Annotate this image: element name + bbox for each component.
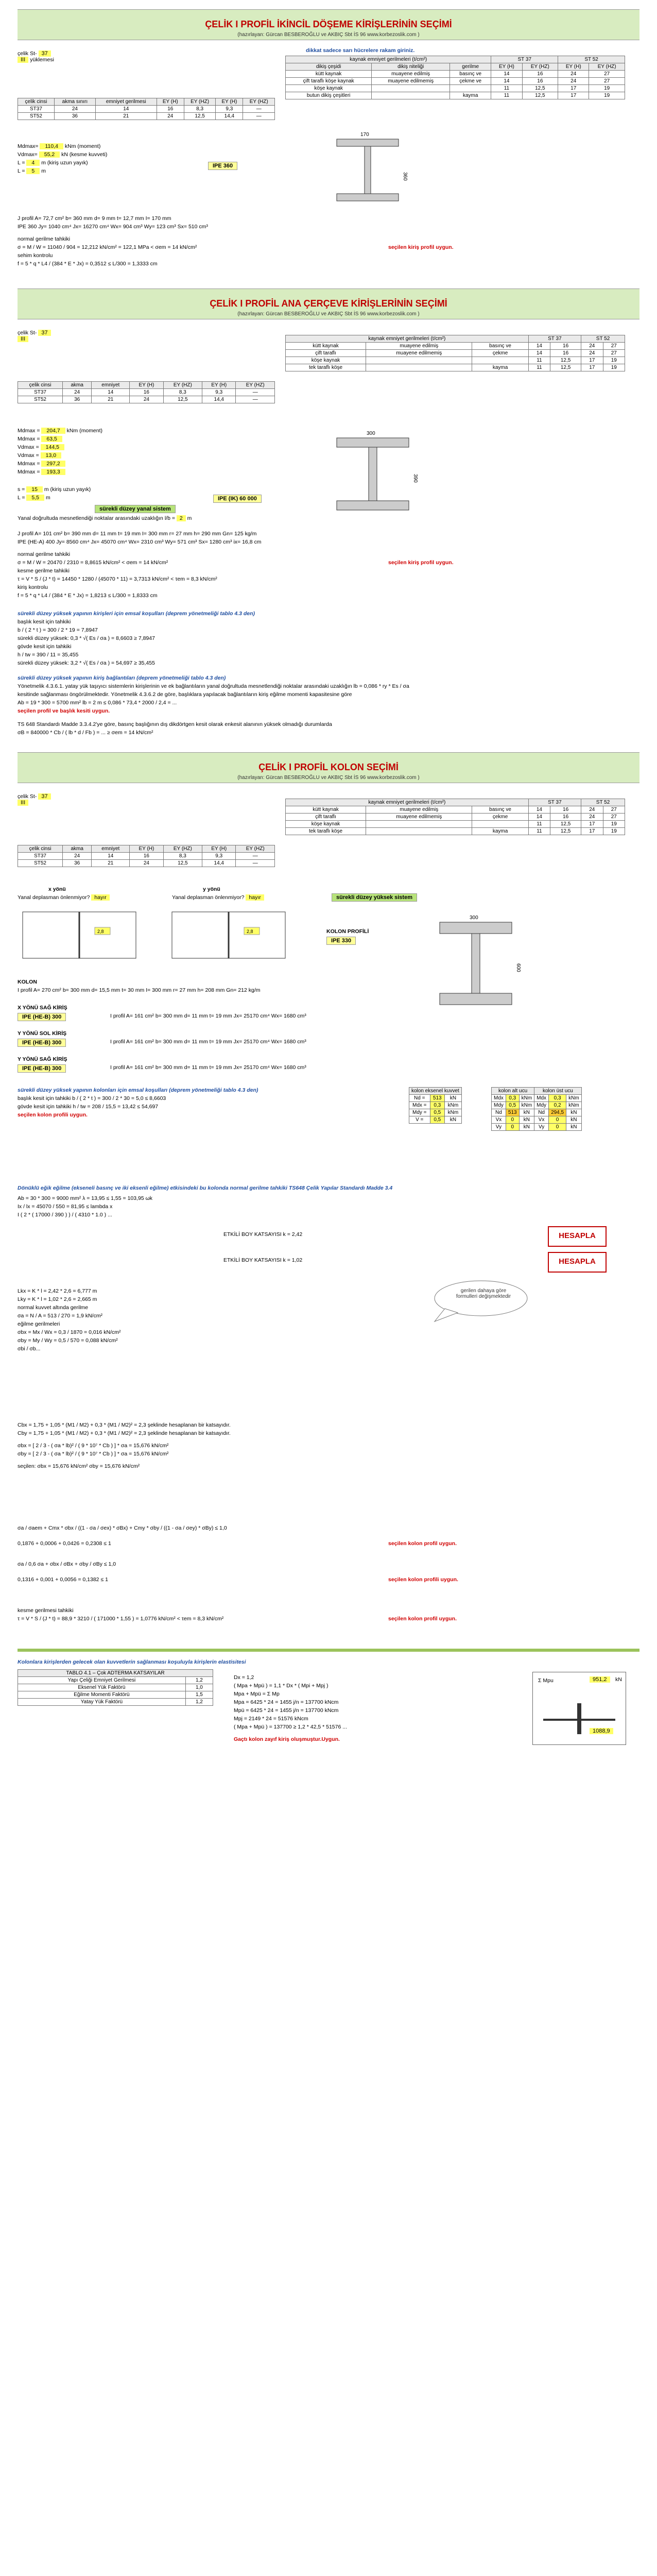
svg-text:170: 170 xyxy=(360,132,369,138)
table-row: kütt kaynak muayene edilmiş basınç ve 14 16 24 27 xyxy=(286,71,625,78)
s2-md4-input[interactable]: 193,3 xyxy=(41,469,65,475)
s2-profile-select[interactable]: IPE (IK) 60 000 xyxy=(213,495,262,503)
s3-foot-title: Kolonlara kirişlerden gelecek olan kuvvetlerin sağlanması koşuluyla kirişlerin elastisitesi xyxy=(18,1659,246,1665)
s3-coef-table: TABLO 4.1 – Çok ADTERMA KATSAYILAR Yapı Çeliği Emniyet Gerilmesi 1,2 Eksenel Yük Faktörü 1,0 Eğilme Momenti Faktörü 1,5 Yatay Yük Faktörü 1,2 xyxy=(18,1669,213,1706)
s1-grade[interactable]: III xyxy=(18,57,28,63)
s3-steel-value[interactable]: 37 xyxy=(38,793,50,800)
s3-x-yanal[interactable]: hayır xyxy=(91,894,109,901)
s1-steel-input: çelik St- 37 III yüklemesi xyxy=(18,50,54,63)
s3-force-table: kolon eksenel kuvvet Nd = 513 kN Mdx = 0,3 kNm Mdy = 0,5 kNm V = 0,5 kN xyxy=(409,1087,462,1124)
s2-vd1-input[interactable]: 144,5 xyxy=(41,444,64,450)
s2-ok: seçilen kiriş profil uygun. xyxy=(388,560,454,566)
s2-blue1: sürekli düzey yüksek yapının kirişleri için emsal koşulları (deprem yönetmeliği tablo 4.3 den) xyxy=(18,611,255,617)
s2-blue2: sürekli düzey yüksek yapının kiriş bağlantıları (deprem yönetmeliği tablo 4.3 den) xyxy=(18,675,226,681)
s2-vd2-input[interactable]: 13,0 xyxy=(41,452,61,459)
s3-y-beam-profile[interactable]: IPE (HE-B) 300 xyxy=(18,1039,66,1047)
s2-md3-input[interactable]: 297,2 xyxy=(41,461,65,467)
s3-y-yanal[interactable]: hayır xyxy=(246,894,264,901)
s2-s-input[interactable]: 15 xyxy=(26,486,43,493)
s3-v-input[interactable]: 0,5 xyxy=(430,1116,445,1124)
s1-profile-select[interactable]: IPE 360 xyxy=(208,162,237,170)
s2-ibeam-diagram xyxy=(326,428,419,520)
s1-steel-value[interactable]: 37 xyxy=(39,50,51,57)
s2-weld-table: kaynak emniyet gerilmeleri (t/cm²) ST 37 ST 52 kütt kaynak muayene edilmiş basınç ve 14 16 24 27 çift taraflı muayene edilmemiş çekme 14 16 24 27 köşe kaynak 11 12,5 17 19 tek taraflı köşe kayma 11 12,5 17 19 xyxy=(285,335,625,371)
section3-subtitle: (hazırlayan: Gürcan BESBEROĞLU ve AKBIÇ Sbt İS 96 www.korbezoslik.com ) xyxy=(237,775,420,781)
section1-subtitle: (hazırlayan: Gürcan BESBEROĞLU ve AKBIÇ Sbt İS 96 www.korbezoslik.com ) xyxy=(237,32,420,38)
s1-note: dikkat sadece sarı hücrelere rakam giriniz. xyxy=(306,47,415,54)
s3-y-beam2-profile[interactable]: IPE (HE-B) 300 xyxy=(18,1064,66,1073)
s3-grade[interactable]: III xyxy=(18,800,28,806)
s2-lateral[interactable]: sürekli düzey yanal sistem xyxy=(95,505,176,513)
s3-nd-input[interactable]: 513 xyxy=(430,1095,445,1102)
s2-steel-value[interactable]: 37 xyxy=(38,330,50,336)
svg-text:300: 300 xyxy=(470,915,478,921)
s3-column-diagram xyxy=(429,912,522,1015)
s3-lateral[interactable]: sürekli düzey yüksek sistem xyxy=(332,893,417,902)
s2-md-input[interactable]: 204,7 xyxy=(41,428,65,434)
section2-subtitle: (hazırlayan: Gürcan BESBEROĞLU ve AKBIÇ Sbt İS 96 www.korbezoslik.com ) xyxy=(237,311,420,317)
s3-joint-box: Σ Mpu 951,2 kN 1088,9 xyxy=(532,1672,626,1745)
s3-kolon-profile[interactable]: IPE 330 xyxy=(326,937,356,945)
s1-v-input[interactable]: 55,2 xyxy=(39,151,60,158)
s3-ok2: seçilen kolon profil uygun. xyxy=(388,1540,457,1547)
s3-calc-button-2[interactable]: HESAPLA xyxy=(548,1252,607,1273)
s3-blue1: sürekli düzey yüksek yapının kolonları için emsal koşulları (deprem yönetmeliği tablo 4.3 den) xyxy=(18,1087,258,1093)
section1-title: ÇELİK I PROFİL İKİNCİL DÖŞEME KİRİŞLERİNİN SEÇİMİ xyxy=(205,19,452,29)
s3-mdy-input[interactable]: 0,5 xyxy=(430,1109,445,1116)
s1-ok: seçilen kiriş profil uygun. xyxy=(388,244,454,250)
s2-ok2: seçilen profil ve başlık kesiti uygun. xyxy=(18,708,110,714)
table-row: köşe kaynak 11 12,5 17 19 xyxy=(286,85,625,92)
s1-l-input[interactable]: 4 xyxy=(26,160,40,166)
svg-text:390: 390 xyxy=(412,474,418,483)
s2-l-input[interactable]: 5,5 xyxy=(26,495,44,501)
s3-weld-table: kaynak emniyet gerilmeleri (t/cm²) ST 37 ST 52 kütt kaynak muayene edilmiş basınç ve 14 16 24 27 çift taraflı muayene edilmemiş çekme 14 16 24 27 köşe kaynak 11 12,5 17 19 tek taraflı köşe kayma 11 12,5 17 19 xyxy=(285,799,625,835)
section2-title: ÇELİK I PROFİL ANA ÇERÇEVE KİRİŞLERİNİN SEÇİMİ xyxy=(210,298,447,309)
s3-val-m: 1088,9 xyxy=(590,1728,613,1734)
s3-bubble-text: gerilen dahaya göre formulleri değişmektedir xyxy=(456,1288,511,1299)
svg-text:2,8: 2,8 xyxy=(97,929,104,934)
svg-text:2,8: 2,8 xyxy=(247,929,253,934)
s1-steel-table: çelik cinsi akma sınırı emniyet gerilmesi EY (H) EY (HZ) EY (H) EY (HZ) ST37 24 14 16 8,3 9,3 — ST52 36 21 24 12,5 14,4 — xyxy=(18,98,275,120)
section1-banner xyxy=(18,9,639,40)
section-divider xyxy=(18,1649,639,1652)
s2-md2-input[interactable]: 63,5 xyxy=(41,436,62,442)
s1-ibeam-diagram xyxy=(326,129,409,211)
s1-m-input[interactable]: 110,4 xyxy=(40,143,63,149)
s3-frame-diagram xyxy=(18,907,306,969)
s3-bubble xyxy=(429,1278,532,1324)
s2-lateral-val[interactable]: 2 xyxy=(177,515,186,521)
svg-text:300: 300 xyxy=(367,431,375,436)
s3-val-n: 951,2 xyxy=(590,1676,610,1683)
s3-steel-table: çelik cinsi akma emniyet EY (H) EY (HZ) EY (H) EY (HZ) ST37 24 14 16 8,3 9,3 — ST52 36 21 24 12,5 14,4 — xyxy=(18,845,275,867)
s3-x-beam-profile[interactable]: IPE (HE-B) 300 xyxy=(18,1013,66,1021)
table-row: butun dikiş çeşitleri kayma 11 12,5 17 19 xyxy=(286,92,625,99)
s3-final: Gaçtı kolon zayıf kiriş oluşmuştur.Uygun. xyxy=(234,1736,340,1742)
s3-moment-table: kolon alt ucu kolon üst ucu Mdx 0,3 kNm Mdx 0,3 kNm Mdy 0,5 kNm Mdy 0,2 kNm Nd 513 kN Nd 294,5 kN Vx 0 kN Vx 0 kN Vy 0 kN Vy 0 kN xyxy=(491,1087,582,1131)
s2-steel-table: çelik cinsi akma emniyet EY (H) EY (HZ) EY (H) EY (HZ) ST37 24 14 16 8,3 9,3 — ST52 36 21 24 12,5 14,4 — xyxy=(18,381,275,403)
s3-calc-button-1[interactable]: HESAPLA xyxy=(548,1226,607,1247)
s1-weld-table: kaynak emniyet gerilmeleri (t/cm²) ST 37 ST 52 dikiş çeşidi dikiş niteliği gerilme EY (H) EY (HZ) EY (H) EY (HZ) kütt kaynak muayene edilmiş basınç ve 14 16 24 27 çift taraflı köşe kaynak muayene edilmemiş çekme ve 14 16 24 27 köşe kaynak 11 12,5 17 19 butun dikiş çeşitleri kayma 11 12,5 17 19 xyxy=(285,56,625,99)
svg-text:600: 600 xyxy=(515,963,521,972)
sheet: ÇELİK I PROFİL İKİNCİL DÖŞEME KİRİŞLERİNİN SEÇİMİ (hazırlayan: Gürcan BESBEROĞLU ve AKBIÇ Sbt İS 96 www.korbezoslik.com ) çelik St- 37 III yüklemesi dikkat sadece sarı hücrelere rakam giriniz. kaynak emniyet gerilmeleri (t/cm²) ST 37 ST 52 dikiş çeşidi dikiş niteliği gerilme EY (H) EY (HZ) EY (H) EY (HZ) kütt kaynak muayene edilmiş basınç ve 14 16 24 27 çift taraflı köşe kaynak muayene edilmemiş çekme ve 14 16 24 27 köşe kaynak 11 12,5 17 19 butun dikiş çeşitleri kayma 11 12,5 17 19 çelik cinsi akma sınırı emniyet gerilmesi EY (H) EY (HZ) EY (H) EY (HZ) ST37 24 14 16 8,3 9,3 — ST52 36 21 24 12,5 14,4 — Mdmax= 110,4 kNm (moment) Vdmax= 55,2 kN (kesme kuvveti) L = 4 m (kiriş uzun yayık) L = 5 m IPE 360 360 170 J profil A= 72,7 cm² b= 360 mm d= 9 mm t= 12,7 mm I= 170 mm IPE 360 Jy= 1040 cm⁴ Jx= 16270 cm⁴ Wx= 904 cm³ Wy= 123 cm³ Sx= 510 cm³ normal gerilme tahkiki σ = M / W = 11040 / 904 = 12,212 kN/cm² = 122,1 MPa < σem = 14 kN/cm² seçilen kiriş profil uygun. sehim kontrolu f = 5 * q * L4 / (384 * E * Jx) = 0,3512 ≤ L/300 = 1,3333 cm ÇELİK I PROFİL ANA ÇERÇEVE KİRİŞLERİNİN SEÇİMİ (hazırlayan: Gürcan BESBEROĞLU ve AKBIÇ Sbt İS 96 www.korbezoslik.com ) çelik St- 37 III kaynak emniyet gerilmeleri (t/cm²) ST 37 ST 52 kütt kaynak muayene edilmiş basınç ve 14 16 24 27 çift taraflı muayene edilmemiş çekme 14 16 24 27 köşe kaynak 11 12,5 17 19 tek taraflı köşe kayma 11 12,5 17 19 çelik cinsi akma emniyet EY (H) EY (HZ) EY (H) EY (HZ) ST37 24 14 16 8,3 9,3 — ST52 36 21 24 12,5 14,4 — Mdmax = 204,7 kNm (moment) Mdmax = 63,5 Vdmax = 144,5 Vdmax = 13,0 Mdmax = 297,2 Mdmax = 193,3 s = 15 m (kiriş uzun yayık) L = 5,5 m sürekli düzey yanal sistem Yanal doğrultuda mesnetlendiği noktalar arasındaki uzaklığın l/b = 2 m IPE (IK) 60 000 390 300 J profil A= 101 cm² b= 390 mm d= 11 mm t= 19 mm I= 300 mm r= 27 mm h= 290 mm Gn= 125 kg/m IPE (HE-A) 400 Jy= 8560 cm⁴ Jx= 45070 cm⁴ Wx= 2310 cm³ Wy= 571 cm³ Sx= 1280 cm³ ix= 16,8 cm normal gerilme tahkiki σ = M / W = 20470 / 2310 = 8,8615 kN/cm² < σem = 14 kN/cm² seçilen kiriş profil uygun. kesme gerilme tahkiki τ = V * S / (J * t) = 14450 * 1280 / (45070 * 11) = 3,7313 kN/cm² < τem = 8,3 kN/cm² kiriş kontrolu f = 5 * q * L4 / (384 * E * Jx) = 1,8213 ≤ L/300 = 1,8333 cm sürekli düzey yüksek yapının kirişleri için emsal koşulları (deprem yönetmeliği tablo 4.3 den) başlık kesit için tahkiki b / ( 2 * t ) = 300 / 2 * 19 = 7,8947 sürekli düzey yüksek: 0,3 * √( Es / σa ) = 8,6603 ≥ 7,8947 gövde kesit için tahkiki h / tw = 390 / 11 = 35,455 sürekli düzey yüksek: 3,2 * √( Es / σa ) = 54,697 ≥ 35,455 sürekli düzey yüksek yapının kiriş bağlantıları (deprem yönetmeliği tablo 4.3 den) Yönetmelik 4.3.6.1. yatay yük taşıyıcı sistemlerin kirişlerinin ve ek bağlantıların yanal doğrultuda mesnetlendiği noktalar arasındaki uzaklığın lb = 0,086 * ry * Es / σa kesitinde sağlanması öngörülmektedir. Yönetmelik 4.3.6.2 de göre, başlıklara yapılacak bağlantıların kiriş eğilme momenti kapasitesine göre Ab = 19 * 300 = 5700 mm² lb = 2 m ≤ 0,086 * 73,4 * 2000 / 2,4 = ... seçilen profil ve başlık kesiti uygun. TS 648 Standardı Madde 3.3.4.2'ye göre, basınç başlığının dış dikdörtgen kesit olarak enkesit alanının yüksek olmadığı durumlarda σB = 840000 * Cb / ( lb * d / Fb ) = ... ≥ σem = 14 kN/cm² ÇELİK I PROFİL KOLON SEÇİMİ (hazırlayan: Gürcan BESBEROĞLU ve AKBIÇ Sbt İS 96 www.korbezoslik.com ) çelik St- 37 III kaynak emniyet gerilmeleri (t/cm²) ST 37 ST 52 kütt kaynak muayene edilmiş basınç ve 14 16 24 27 çift taraflı muayene edilmemiş çekme 14 16 24 27 köşe kaynak 11 12,5 17 19 tek taraflı köşe kayma 11 12,5 17 19 çelik cinsi akma emniyet EY (H) EY (HZ) EY (H) EY (HZ) ST37 24 14 16 8,3 9,3 — ST52 36 21 24 12,5 14,4 — x yönü y yönü Yanal deplasman önlenmiyor? hayır Yanal deplasman önlenmiyor? hayır sürekli düzey yüksek sistem 2,8 2,8 KOLON PROFİLİ IPE 330 600 300 KOLON I profil A= 270 cm² b= 300 mm d= 15,5 mm t= 30 mm I= 300 mm r= 27 mm h= 208 mm Gn= 212 kg/m X YÖNÜ SAĞ KİRİŞ IPE (HE-B) 300 I profil A= 161 cm² b= 300 mm d= 11 mm t= 19 mm Jx= 25170 cm⁴ Wx= 1680 cm³ Y YÖNÜ SOL KİRİŞ IPE (HE-B) 300 I profil A= 161 cm² b= 300 mm d= 11 mm t= 19 mm Jx= 25170 cm⁴ Wx= 1680 cm³ Y YÖNÜ SAĞ KİRİŞ IPE (HE-B) 300 I profil A= 161 cm² b= 300 mm d= 11 mm t= 19 mm Jx= 25170 cm⁴ Wx= 1680 cm³ sürekli düzey yüksek yapının kolonları için emsal koşulları (deprem yönetmeliği tablo 4.3 den) başlık kesit için tahkiki b / ( 2 * t ) = 300 / 2 * 30 = 5,0 ≤ 8,6603 gövde kesit için tahkiki h / tw = 208 / 15,5 = 13,42 ≤ 54,697 seçilen kolon profili uygun. kolon eksenel kuvvet Nd = 513 kN Mdx = 0,3 kNm Mdy = 0,5 kNm V = 0,5 kN kolon alt ucu kolon üst ucu Mdx 0,3 kNm Mdx 0,3 kNm Mdy 0,5 kNm Mdy 0,2 kNm Nd 513 kN Nd 294,5 kN Vx 0 kN Vx 0 kN Vy 0 kN Vy 0 kN Dönüklü eğik eğilme (ekseneli basınç ve iki eksenli eğilme) etkisindeki bu kolonda normal gerilme tahkiki TS648 Çelik Yapılar Standardı Madde 3.4 Ab = 30 * 300 = 9000 mm² λ = 13,95 ≤ 1,55 = 103,95 ωk Ix / lx = 45070 / 550 = 81,95 ≤ lambda x I ( 2 * ( 17000 / 390 ) ) / ( 4310 * 1.0 ) ... HESAPLA HESAPLA ETKİLİ BOY KATSAYISI k = 2,42 ETKİLİ BOY KATSAYISI k = 1,02 gerilen dahaya göre formulleri değişmektedir Lkx = K * l = 2,42 * 2,6 = 6,777 m Lky = K * l = 1,02 * 2,6 = 2,665 m normal kuvvet altında gerilme σa = N / A = 513 / 270 = 1,9 kN/cm² eğilme gerilmeleri σbx = Mx / Wx = 0,3 / 1870 = 0,016 kN/cm² σby = My / Wy = 0,5 / 570 = 0,088 kN/cm² σbi / σb... Cbx = 1,75 + 1,05 * (M1 / M2) + 0,3 * (M1 / M2)² = 2,3 şeklinde hesaplanan bir katsayıdır. Cby = 1,75 + 1,05 * (M1 / M2) + 0,3 * (M1 / M2)² = 2,3 şeklinde hesaplanan bir katsayıdır. σbx = [ 2 / 3 - ( σa * lb)² / ( 9 * 10⁷ * Cb ) ] * σa = 15,676 kN/cm² σby = [ 2 / 3 - ( σa * lb)² / ( 9 * 10⁷ * Cb ) ] * σa = 15,676 kN/cm² seçilen: σbx = 15,676 kN/cm² σby = 15,676 kN/cm² σa / σaem + Cmx * σbx / ((1 - σa / σex) * σBx) + Cmy * σby / ((1 - σa / σey) * σBy) ≤ 1,0 0,1876 + 0,0006 + 0,0426 = 0,2308 ≤ 1 seçilen kolon profil uygun. σa / 0,6 σa + σbx / σBx + σby / σBy ≤ 1,0 0,1316 + 0,001 + 0,0056 = 0,1382 ≤ 1 seçilen kolon profili uygun. kesme gerilmesi tahkiki τ = V * S / (J * t) = 88,9 * 3210 / ( 171000 * 1,55 ) = 1,0776 kN/cm² < τem = 8,3 kN/cm² seçilen kolon profil uygun. Kolonlara kirişlerden gelecek olan kuvvetlerin sağlanması koşuluyla kirişlerin elastisitesi TABLO 4.1 – Çok ADTERMA KATSAYILAR Yapı Çeliği Emniyet Gerilmesi 1,2 Eksenel Yük Faktörü 1,0 Eğilme Momenti Faktörü 1,5 Yatay Yük Faktörü 1,2 Dx = 1,2 ( Mpa + Mpü ) = 1,1 * Dx * ( Mpi + Mpj ) Mpa + Mpü = Σ Mp Mpa = 6425 * 24 = 1455 j/n = 137700 kNcm Mpü = 6425 * 24 = 1455 j/n = 137700 kNcm Mpj = 2149 * 24 = 51576 kNcm ( Mpa + Mpü ) = 137700 ≥ 1,2 * 42,5 * 51576 ... Gaçtı kolon zayıf kiriş oluşmuştur.Uygun. Σ Mpu 951,2 kN 1088,9 xyxy=(18,0,639,2576)
section3-banner xyxy=(18,752,639,783)
section2-banner xyxy=(18,289,639,319)
s3-mdx-input[interactable]: 0,3 xyxy=(430,1102,445,1109)
s3-blue2: Dönüklü eğik eğilme (ekseneli basınç ve iki eksenli eğilme) etkisindeki bu kolonda normal gerilme tahkiki TS648 Çelik Yapılar Standardı Madde 3.4 xyxy=(18,1185,393,1191)
s2-grade[interactable]: III xyxy=(18,336,28,342)
svg-text:360: 360 xyxy=(402,172,408,181)
s3-ok: seçilen kolon profili uygun. xyxy=(18,1112,88,1118)
s1-l2-input[interactable]: 5 xyxy=(26,168,40,174)
table-row: çift taraflı köşe kaynak muayene edilmemiş çekme ve 14 16 24 27 xyxy=(286,78,625,85)
section3-title: ÇELİK I PROFİL KOLON SEÇİMİ xyxy=(258,762,399,772)
